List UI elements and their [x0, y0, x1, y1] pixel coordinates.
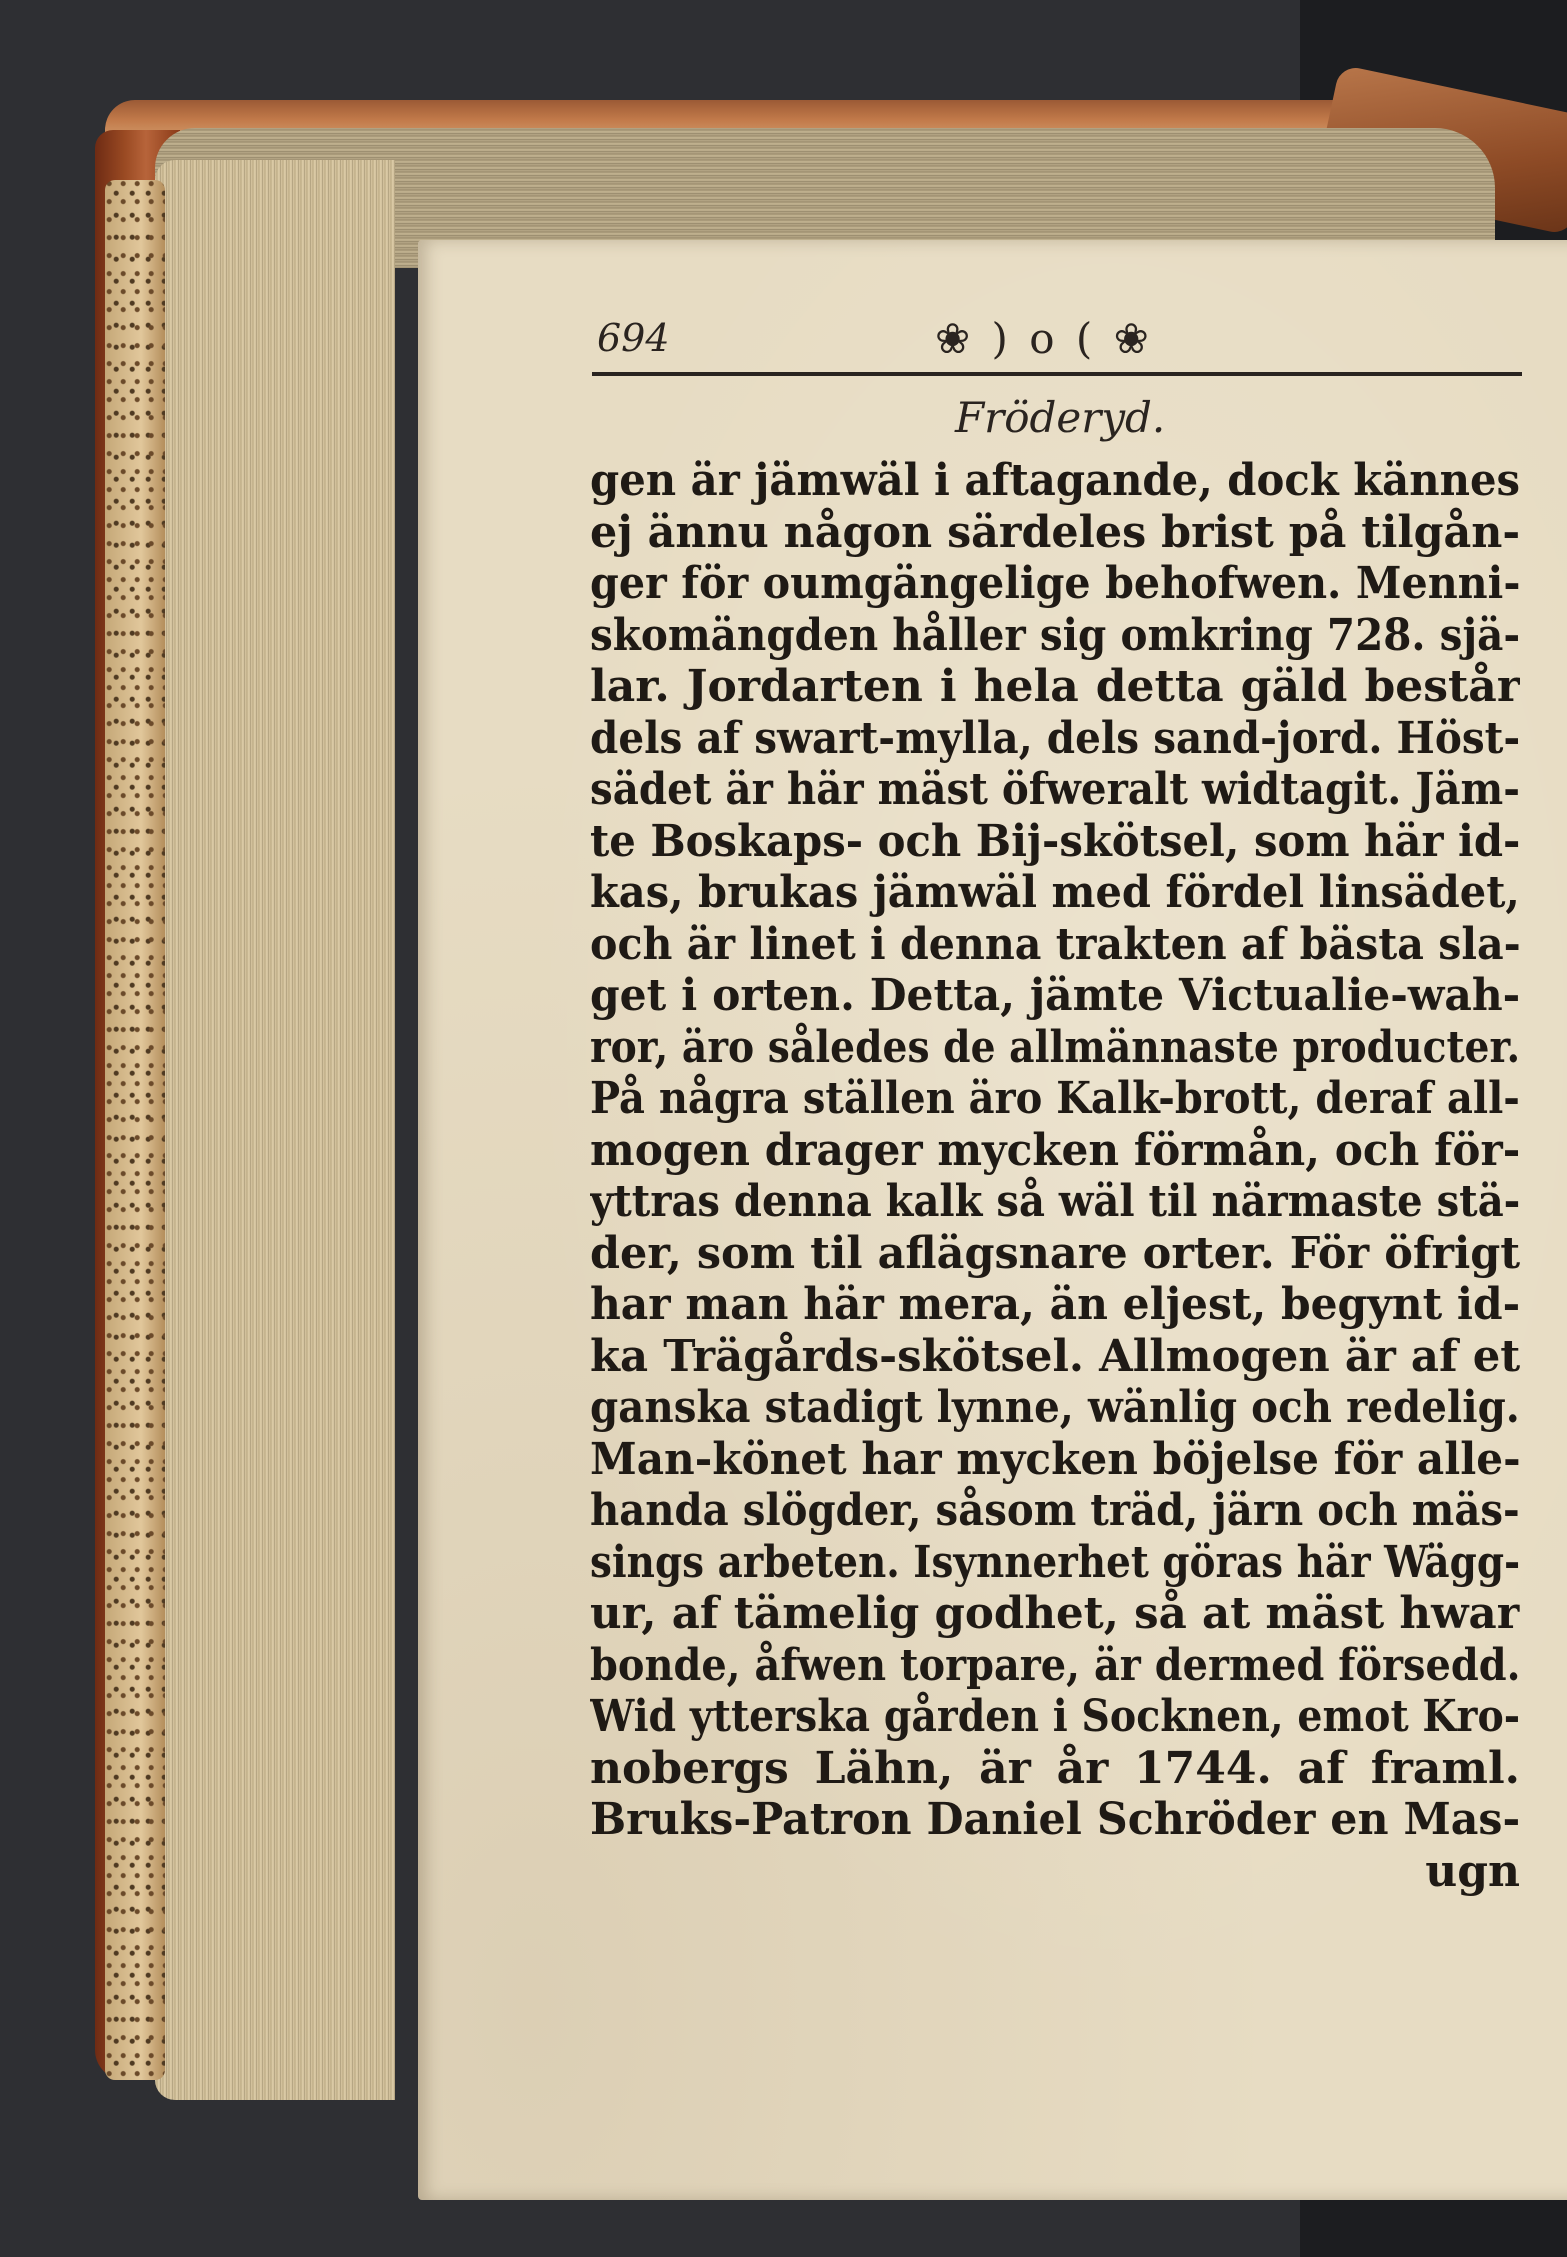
text-line: ugn [1425, 1845, 1520, 1897]
running-head: Fröderyd. [955, 393, 1166, 442]
text-line: dels af swart-mylla, dels sand-jord. Höst- [590, 712, 1521, 764]
text-line: har man här mera, än eljest, begynt id- [590, 1279, 1521, 1330]
text-line: mogen drager mycken förmån, och för- [590, 1124, 1521, 1176]
text-line: ganska stadigt lynne, wänlig och redelig. [590, 1382, 1520, 1433]
text-line: ur, af tämelig godhet, så at mäst hwar [590, 1588, 1520, 1639]
text-line: Man-könet har mycken böjelse för alle- [590, 1433, 1521, 1485]
text-line: skomängden håller sig omkring 728. sjä- [590, 609, 1521, 661]
text-line: Bruks-Patron Daniel Schröder en Mas- [590, 1794, 1521, 1845]
header-rule [592, 372, 1522, 376]
text-line: yttras denna kalk så wäl til närmaste stä- [590, 1176, 1521, 1227]
text-line: ror, äro således de allmännaste producter. [590, 1021, 1521, 1073]
text-line: På några ställen äro Kalk-brott, deraf all- [590, 1073, 1520, 1124]
text-line: ka Trägårds-skötsel. Allmogen är af et [590, 1330, 1520, 1382]
text-line: handa slögder, såsom träd, järn och mäs- [590, 1485, 1520, 1536]
speckled-page-edge [105, 180, 165, 2080]
page-edges-left [155, 160, 395, 2100]
text-line: sädet är här mäst öfweralt widtagit. Jäm- [590, 764, 1520, 815]
text-line: gen är jämwäl i aftagande, dock kännes [590, 455, 1521, 506]
header-ornament: ❀ ) o ( ❀ [935, 314, 1153, 363]
text-line: Wid ytterska gården i Socknen, emot Kro- [590, 1691, 1521, 1742]
body-text [590, 455, 1520, 1897]
text-line: get i orten. Detta, jämte Victualie-wah- [590, 970, 1521, 1021]
text-line: kas, brukas jämwäl med fördel linsädet, [590, 867, 1520, 918]
text-line: ger för oumgängelige behofwen. Menni- [590, 558, 1521, 609]
text-line: sings arbeten. Isynnerhet göras här Wägg- [590, 1536, 1520, 1588]
text-line: der, som til aflägsnare orter. För öfrigt [590, 1227, 1521, 1279]
text-line: ej ännu någon särdeles brist på tilgån- [590, 506, 1521, 558]
text-line: lar. Jordarten i hela detta gäld består [590, 661, 1520, 712]
page-number: 694 [597, 316, 670, 360]
text-line: bonde, åfwen torpare, är dermed försedd. [590, 1639, 1521, 1691]
text-line: nobergs Lähn, är år 1744. af framl. [590, 1742, 1520, 1794]
text-line: te Boskaps- och Bij-skötsel, som här id- [590, 815, 1521, 867]
text-line: och är linet i denna trakten af bästa sla- [590, 918, 1521, 970]
